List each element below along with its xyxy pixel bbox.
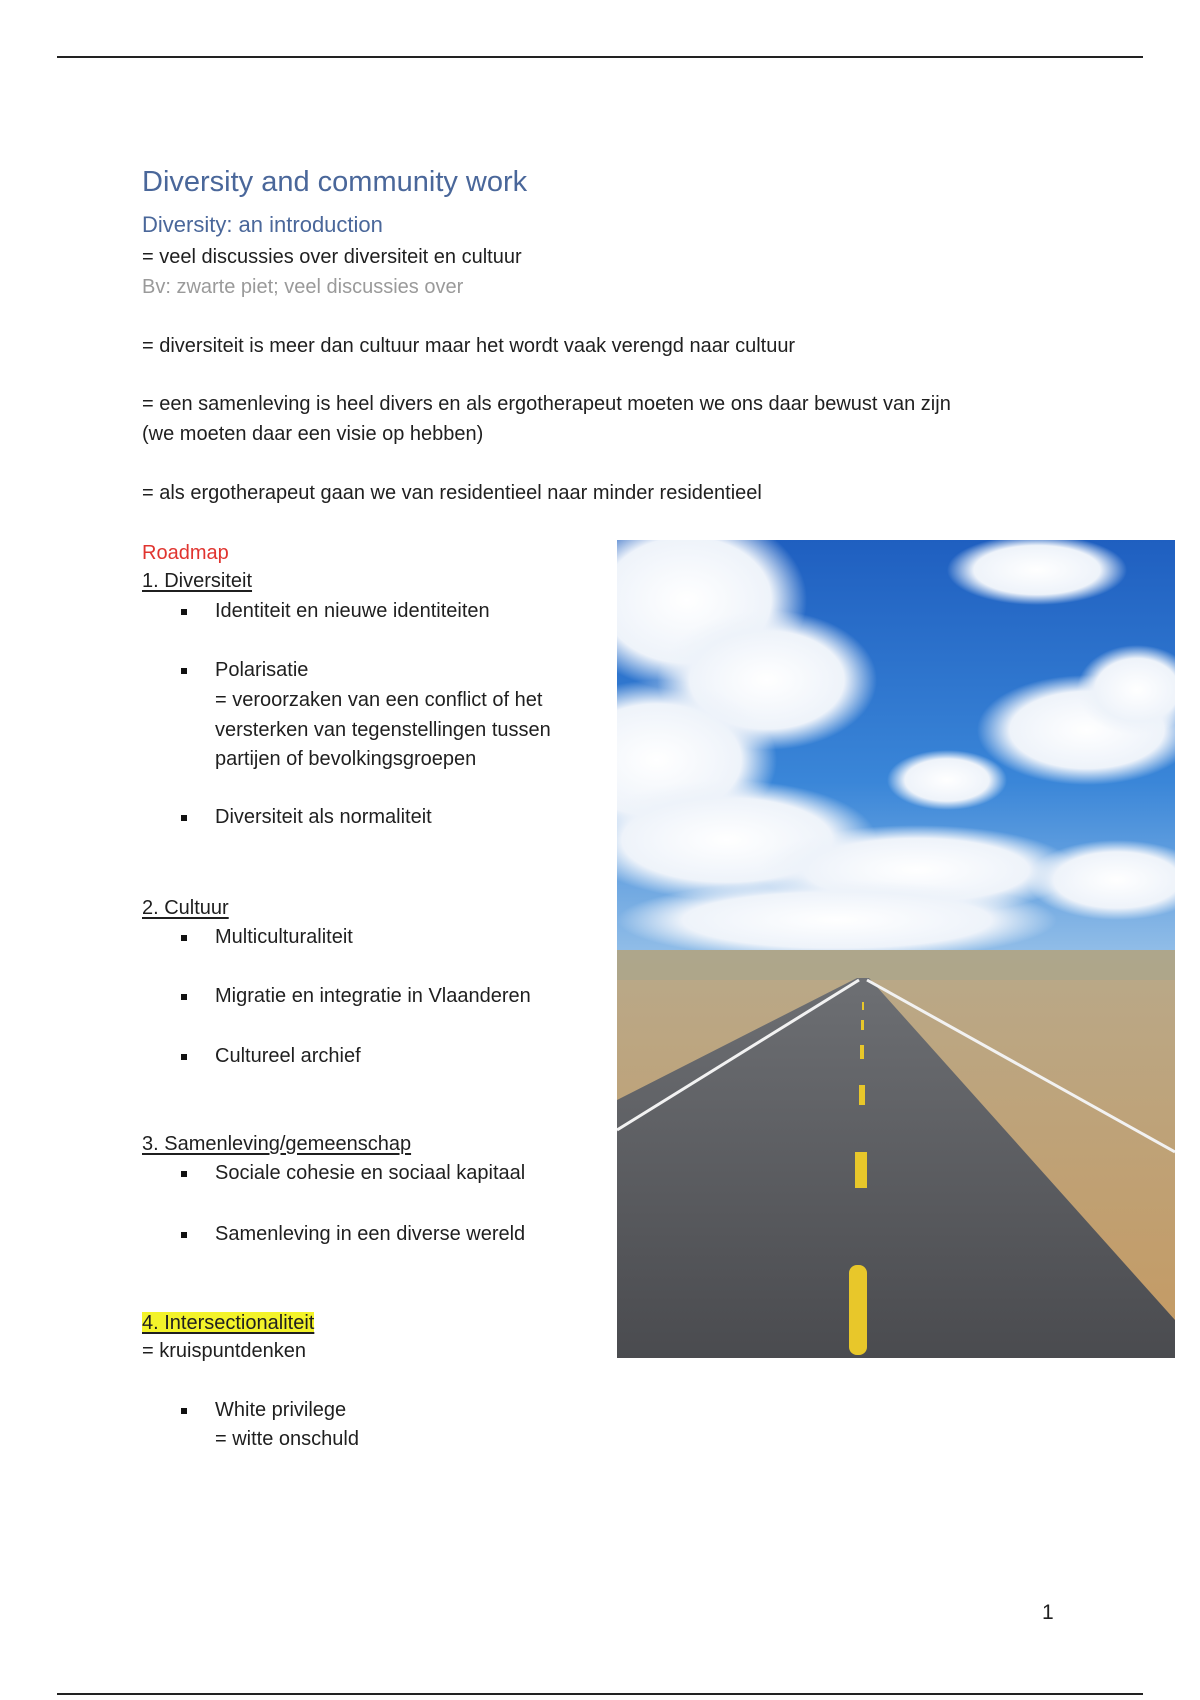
road-photo <box>617 540 1175 1358</box>
document-subtitle: Diversity: an introduction <box>142 212 383 237</box>
bullet-marker <box>181 994 187 1000</box>
section-1-item-1: Identiteit en nieuwe identiteiten <box>215 600 490 622</box>
bullet-marker <box>181 935 187 941</box>
intro-line-4: = als ergotherapeut gaan we van residentieel naar minder residentieel <box>142 482 762 504</box>
intro-line-2: = diversiteit is meer dan cultuur maar het wordt vaak verengd naar cultuur <box>142 335 796 357</box>
section-4-heading-text: 4. Intersectionaliteit <box>142 1312 315 1334</box>
section-4-heading <box>142 1309 314 1337</box>
document-title: Diversity and community work <box>142 166 528 198</box>
intro-line-3b: (we moeten daar een visie op hebben) <box>142 423 484 445</box>
section-1-item-3: Diversiteit als normaliteit <box>215 806 432 828</box>
polarisatie-def-1: = veroorzaken van een conflict of het <box>215 689 543 711</box>
section-2-item-1: Multiculturaliteit <box>215 926 353 948</box>
intro-example: Bv: zwarte piet; veel discussies over <box>142 276 464 298</box>
bullet-marker <box>181 668 187 674</box>
top-rule <box>57 56 1143 58</box>
bullet-marker <box>181 815 187 821</box>
section-2-heading: 2. Cultuur <box>142 897 229 919</box>
bullet-marker <box>181 1054 187 1060</box>
section-1-item-2: Polarisatie <box>215 659 309 681</box>
section-4-definition: = kruispuntdenken <box>142 1340 307 1362</box>
bullet-marker <box>181 609 187 615</box>
section-4-item-1: White privilege <box>215 1399 347 1421</box>
polarisatie-def-2: versterken van tegenstellingen tussen <box>215 719 551 741</box>
bullet-marker <box>181 1408 187 1414</box>
section-2-item-2: Migratie en integratie in Vlaanderen <box>215 985 531 1007</box>
section-3-item-2: Samenleving in een diverse wereld <box>215 1223 526 1245</box>
section-3-item-1: Sociale cohesie en sociaal kapitaal <box>215 1162 526 1184</box>
polarisatie-def-3: partijen of bevolkingsgroepen <box>215 748 477 770</box>
page-number: 1 <box>1042 1601 1054 1624</box>
section-2-item-3: Cultureel archief <box>215 1045 361 1067</box>
bottom-rule <box>57 1693 1143 1695</box>
bullet-marker <box>181 1171 187 1177</box>
roadmap-label: Roadmap <box>142 542 229 564</box>
intro-line-3a: = een samenleving is heel divers en als ergotherapeut moeten we ons daar bewust van zijn <box>142 393 951 415</box>
intro-line-1: = veel discussies over diversiteit en cultuur <box>142 246 522 268</box>
bullet-marker <box>181 1232 187 1238</box>
section-3-heading: 3. Samenleving/gemeenschap <box>142 1133 412 1155</box>
section-1-heading: 1. Diversiteit <box>142 570 253 592</box>
white-privilege-def: = witte onschuld <box>215 1428 359 1450</box>
